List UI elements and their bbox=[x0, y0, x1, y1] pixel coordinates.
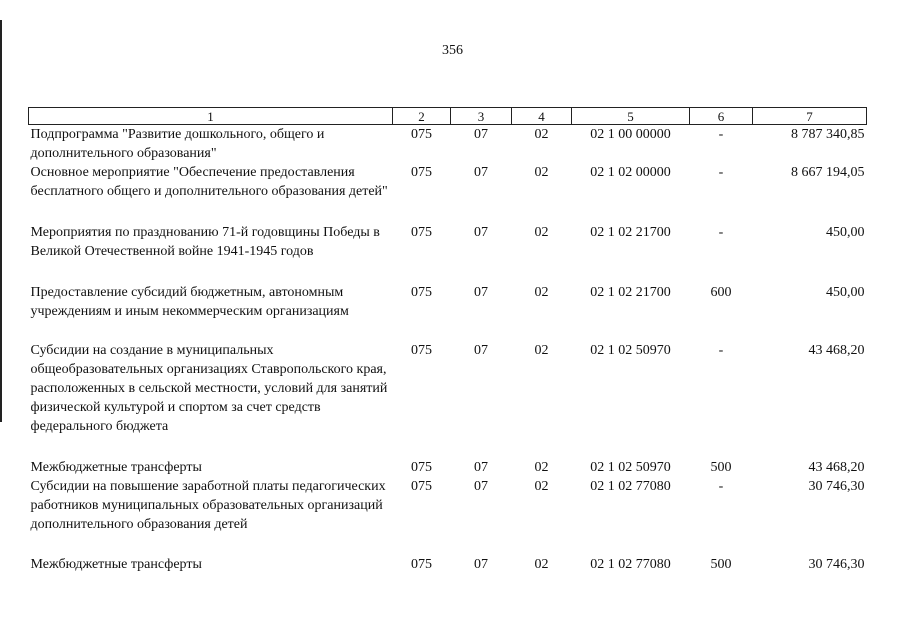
table-row bbox=[29, 283, 867, 341]
column-header-7: 7 bbox=[753, 108, 867, 125]
row-expense-type: - bbox=[718, 479, 724, 494]
row-ved-code: 075 bbox=[411, 557, 432, 572]
row-subsection-code: 02 bbox=[534, 460, 549, 475]
row-ved-code: 075 bbox=[411, 460, 432, 475]
row-subsection-code: 02 bbox=[534, 285, 549, 300]
row-amount: 450,00 bbox=[826, 285, 865, 300]
row-target-article: 02 1 02 77080 bbox=[590, 557, 671, 572]
row-section-code: 07 bbox=[474, 225, 488, 240]
row-name: Субсидии на создание в муниципальных общеобразовательных организациях Ставропольского края, расположенных в сельской местности, условий для занятий физической культурой и спортом за счет средств федерального бюджета bbox=[30, 343, 388, 434]
row-ved-code: 075 bbox=[411, 285, 432, 300]
row-amount: 8 667 194,05 bbox=[791, 165, 865, 180]
row-amount: 43 468,20 bbox=[808, 343, 865, 358]
column-header-6: 6 bbox=[690, 108, 753, 125]
table-row bbox=[29, 458, 867, 477]
row-ved-code: 075 bbox=[411, 343, 432, 358]
row-target-article: 02 1 02 00000 bbox=[590, 165, 671, 180]
table-row bbox=[29, 477, 867, 555]
column-header-3: 3 bbox=[451, 108, 512, 125]
row-expense-type: 600 bbox=[710, 285, 732, 300]
table-body bbox=[29, 125, 867, 575]
table-row bbox=[29, 223, 867, 283]
row-amount: 30 746,30 bbox=[808, 479, 865, 494]
row-name: Межбюджетные трансферты bbox=[30, 557, 202, 572]
column-header-4: 4 bbox=[512, 108, 572, 125]
row-target-article: 02 1 02 77080 bbox=[590, 479, 671, 494]
table-row bbox=[29, 555, 867, 574]
row-ved-code: 075 bbox=[411, 479, 432, 494]
page-number: 356 bbox=[442, 43, 463, 58]
row-expense-type: 500 bbox=[710, 557, 732, 572]
row-subsection-code: 02 bbox=[534, 479, 549, 494]
row-section-code: 07 bbox=[474, 165, 488, 180]
row-subsection-code: 02 bbox=[534, 225, 549, 240]
row-section-code: 07 bbox=[474, 343, 488, 358]
row-section-code: 07 bbox=[474, 127, 488, 142]
row-expense-type: - bbox=[718, 127, 724, 142]
row-amount: 8 787 340,85 bbox=[791, 127, 865, 142]
row-target-article: 02 1 02 21700 bbox=[590, 285, 671, 300]
row-subsection-code: 02 bbox=[534, 127, 549, 142]
table-row bbox=[29, 341, 867, 458]
row-amount: 30 746,30 bbox=[808, 557, 865, 572]
row-name: Субсидии на повышение заработной платы педагогических работников муниципальных образовательных организаций дополнительного образования детей bbox=[30, 479, 386, 532]
column-header-5: 5 bbox=[572, 108, 690, 125]
row-subsection-code: 02 bbox=[534, 343, 549, 358]
row-name: Основное мероприятие "Обеспечение предоставления бесплатного общего и дополнительного образования детей" bbox=[30, 165, 388, 199]
row-ved-code: 075 bbox=[411, 127, 432, 142]
row-target-article: 02 1 00 00000 bbox=[590, 127, 671, 142]
row-name: Предоставление субсидий бюджетным, автономным учреждениям и иным некоммерческим организациям bbox=[30, 285, 349, 319]
column-header-2: 2 bbox=[393, 108, 451, 125]
row-expense-type: - bbox=[718, 225, 724, 240]
column-header-1: 1 bbox=[29, 108, 393, 125]
row-section-code: 07 bbox=[474, 285, 488, 300]
budget-table bbox=[28, 107, 867, 574]
row-name: Мероприятия по празднованию 71-й годовщины Победы в Великой Отечественной войне 1941-1945 годов bbox=[30, 225, 380, 259]
row-target-article: 02 1 02 50970 bbox=[590, 343, 671, 358]
row-expense-type: - bbox=[718, 343, 724, 358]
table-row bbox=[29, 125, 867, 164]
header-row bbox=[29, 108, 867, 125]
row-expense-type: 500 bbox=[710, 460, 732, 475]
row-name: Подпрограмма "Развитие дошкольного, общего и дополнительного образования" bbox=[30, 127, 325, 161]
table-header bbox=[29, 108, 867, 125]
row-name: Межбюджетные трансферты bbox=[30, 460, 202, 475]
row-subsection-code: 02 bbox=[534, 165, 549, 180]
left-margin-rule bbox=[0, 20, 2, 422]
row-ved-code: 075 bbox=[411, 165, 432, 180]
row-section-code: 07 bbox=[474, 460, 488, 475]
row-target-article: 02 1 02 21700 bbox=[590, 225, 671, 240]
row-subsection-code: 02 bbox=[534, 557, 549, 572]
row-section-code: 07 bbox=[474, 479, 488, 494]
row-amount: 43 468,20 bbox=[808, 460, 865, 475]
row-section-code: 07 bbox=[474, 557, 488, 572]
table-row bbox=[29, 163, 867, 223]
row-amount: 450,00 bbox=[826, 225, 865, 240]
row-expense-type: - bbox=[718, 165, 724, 180]
row-target-article: 02 1 02 50970 bbox=[590, 460, 671, 475]
row-ved-code: 075 bbox=[411, 225, 432, 240]
